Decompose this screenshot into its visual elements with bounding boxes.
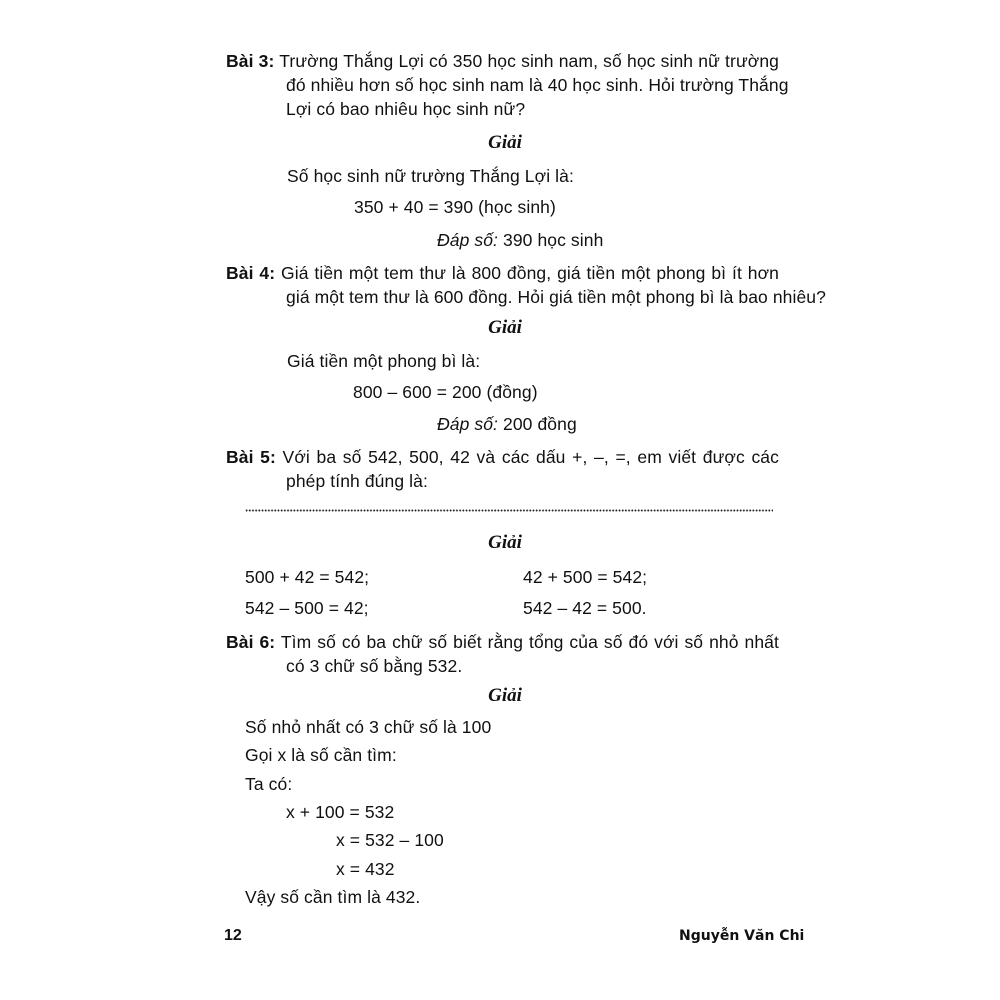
bai6-solution-line1: Số nhỏ nhất có 3 chữ số là 100 [245, 717, 492, 737]
bai6-step-1: x + 100 = 532 [286, 802, 395, 822]
bai5-label: Bài 5: [226, 447, 276, 467]
bai5-solution-heading: Giải [488, 532, 522, 553]
bai5-text-line1: Với ba số 542, 500, 42 và các dấu +, –, =, em viết được các [282, 447, 779, 467]
author-name: Nguyễn Văn Chi [679, 928, 805, 944]
bai6-step-3: x = 432 [336, 859, 395, 879]
bai5-problem-line2: phép tính đúng là: [286, 471, 428, 491]
bai4-problem-line2: giá một tem thư là 600 đồng. Hỏi giá tiền một phong bì là bao nhiêu? [286, 287, 826, 307]
bai3-answer [437, 229, 603, 251]
bai6-solution-line3: Ta có: [245, 774, 293, 794]
bai6-solution-line2: Gọi x là số cần tìm: [245, 745, 397, 765]
bai6-step-2: x = 532 – 100 [336, 830, 444, 850]
bai5-equation-3: 542 – 500 = 42; [245, 598, 369, 618]
bai6-text-line1: Tìm số có ba chữ số biết rằng tổng của số đó với số nhỏ nhất [280, 632, 779, 652]
bai3-answer-label: Đáp số: [437, 230, 499, 250]
bai4-solution-line1: Giá tiền một phong bì là: [287, 351, 481, 371]
bai3-solution-heading: Giải [488, 132, 522, 153]
bai5-equation-4: 542 – 42 = 500. [523, 598, 647, 618]
page-number: 12 [224, 927, 242, 944]
bai3-label: Bài 3: [226, 51, 275, 71]
bai3-text-line1: Trường Thắng Lợi có 350 học sinh nam, số học sinh nữ trường [279, 51, 779, 71]
answer-blank-dotted-line [245, 509, 773, 512]
bai3-solution-calc: 350 + 40 = 390 (học sinh) [354, 197, 556, 217]
bai3-solution-line1: Số học sinh nữ trường Thắng Lợi là: [287, 166, 574, 186]
bai6-solution-heading: Giải [488, 685, 522, 706]
bai5-equation-1: 500 + 42 = 542; [245, 567, 370, 587]
bai6-label: Bài 6: [226, 632, 276, 652]
bai4-answer-value: 200 đồng [502, 414, 577, 434]
bai4-text-line1: Giá tiền một tem thư là 800 đồng, giá tiền một phong bì ít hơn [281, 263, 779, 283]
bai4-answer [437, 413, 577, 435]
bai6-problem-line2: có 3 chữ số bằng 532. [286, 656, 463, 676]
bai5-equation-2: 42 + 500 = 542; [523, 567, 648, 587]
bai4-answer-label: Đáp số: [437, 414, 499, 434]
bai6-problem-line1 [226, 631, 779, 653]
bai4-label: Bài 4: [226, 263, 276, 283]
bai3-problem-line2: đó nhiều hơn số học sinh nam là 40 học sinh. Hỏi trường Thắng [286, 75, 789, 95]
bai3-problem-line1 [226, 50, 779, 72]
bai3-answer-value: 390 học sinh [502, 230, 604, 250]
bai3-problem-line3: Lợi có bao nhiêu học sinh nữ? [286, 99, 526, 119]
bai6-conclusion: Vậy số cần tìm là 432. [245, 887, 421, 907]
bai4-solution-calc: 800 – 600 = 200 (đồng) [353, 382, 538, 402]
bai5-problem-line1 [226, 446, 779, 468]
bai4-problem-line1 [226, 262, 779, 284]
bai4-solution-heading: Giải [488, 317, 522, 338]
